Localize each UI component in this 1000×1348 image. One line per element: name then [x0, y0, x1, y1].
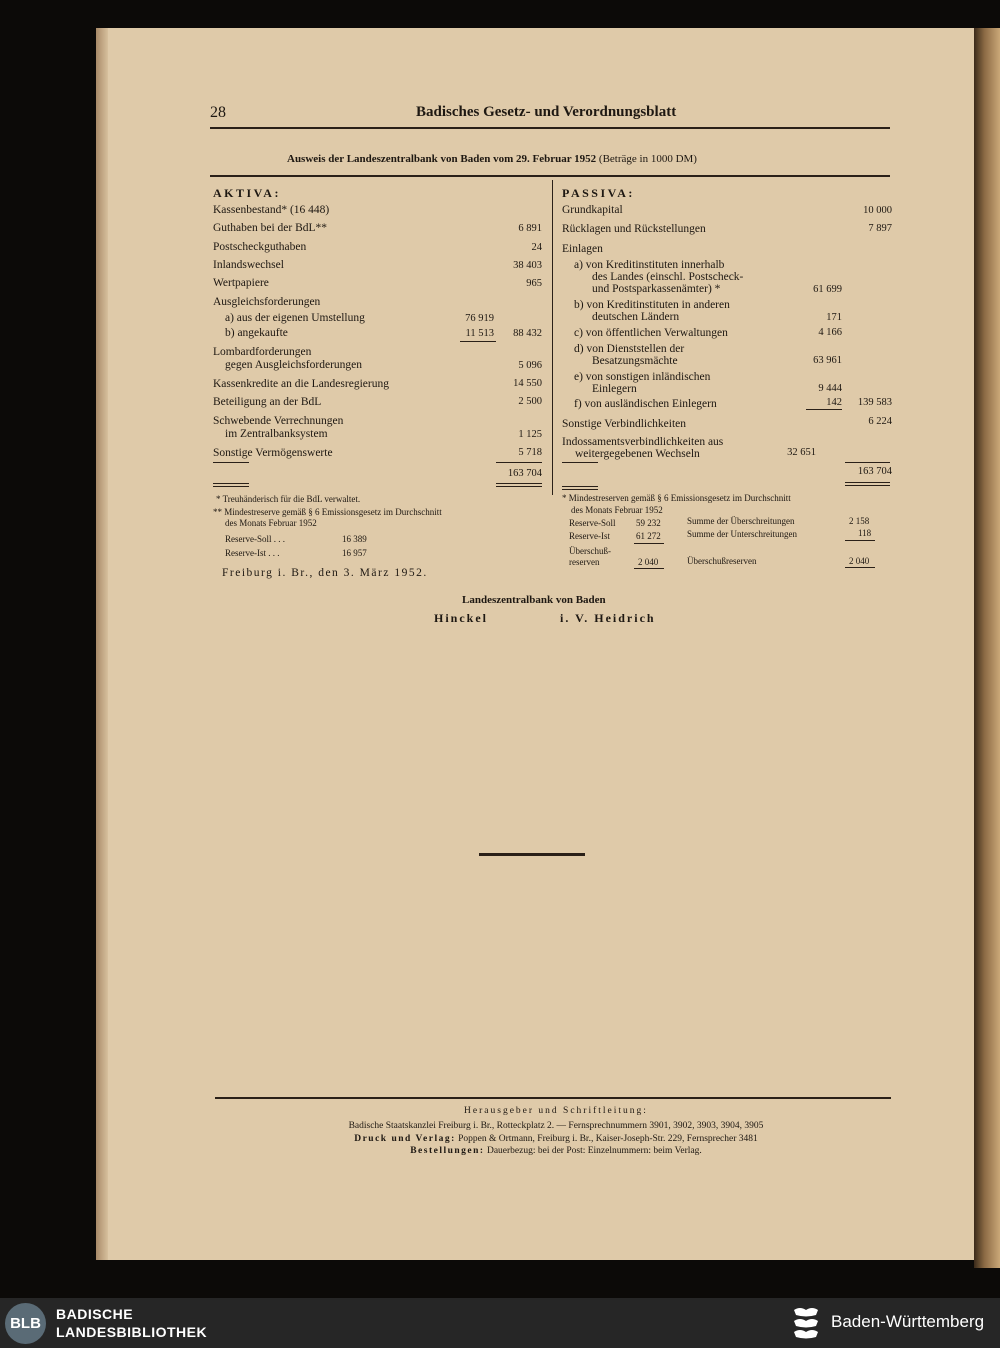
- passiva-total: 163 704: [857, 466, 892, 477]
- passiva-title: PASSIVA:: [562, 186, 635, 200]
- einlagen-total: 139 583: [857, 397, 892, 408]
- aktiva-total: 163 704: [507, 468, 542, 479]
- passiva-footnote-2: des Monats Februar 1952: [571, 505, 663, 515]
- passiva-ist-rule: [634, 543, 664, 544]
- book-edge: [974, 28, 1000, 1268]
- passiva-ueber-label-1: Überschuß-: [569, 546, 611, 556]
- einlage-c-line1: c) von öffentlichen Verwaltungen: [574, 327, 728, 339]
- aktiva-item-inlandswechsel: Inlandswechsel: [213, 259, 284, 271]
- statement-title: [287, 153, 697, 165]
- statement-title-units: (Beträge in 1000 DM): [598, 153, 697, 165]
- aktiva-item-ausgleich: Ausgleichsforderungen: [213, 296, 321, 308]
- aktiva-footnote-2: ** Mindestreserve gemäß § 6 Emissionsgesetz im Durchschnitt: [213, 507, 442, 517]
- passiva-reserve-soll-label: Reserve-Soll: [569, 518, 616, 528]
- state-name[interactable]: Baden-Württemberg: [831, 1312, 985, 1331]
- aktiva-value-schwebende: 1 125: [518, 429, 542, 440]
- passiva-reserve-soll-value: 59 232: [636, 518, 661, 528]
- passiva-left-rule: [562, 462, 598, 463]
- column-divider: [552, 180, 553, 495]
- imprint-line-2: [206, 1134, 906, 1144]
- imprint-line-3: [206, 1146, 906, 1156]
- passiva-left-dbl-2: [562, 489, 598, 490]
- einlage-b-line2: deutschen Ländern: [592, 311, 680, 323]
- einlage-a-line2: des Landes (einschl. Postscheck-: [592, 271, 744, 283]
- passiva-left-dbl-1: [562, 486, 598, 487]
- imprint-line-2-label: Druck und Verlag:: [354, 1134, 456, 1144]
- aktiva-item-ausgleich-b: b) angekaufte: [225, 327, 288, 339]
- passiva-summe-ueber-value: 2 158: [849, 516, 870, 526]
- aktiva-left-dbl-1: [213, 483, 249, 484]
- library-name-line1: BADISCHE: [56, 1306, 134, 1322]
- passiva-footnote-1: * Mindestreserven gemäß § 6 Emissionsgesetz im Durchschnitt: [562, 493, 791, 503]
- imprint-rule: [215, 1097, 891, 1099]
- einlage-a-line3: und Postsparkassenämter) *: [592, 283, 721, 295]
- aktiva-value-lombard: 5 096: [518, 360, 542, 371]
- aktiva-total-dbl-1: [496, 483, 542, 484]
- passiva-value-sonstige: 6 224: [868, 416, 892, 427]
- aktiva-item-lombard: Lombardforderungen: [213, 346, 312, 358]
- aktiva-reserve-ist-value: 16 957: [342, 548, 367, 558]
- einlage-d-line1: d) von Dienststellen der: [574, 343, 685, 355]
- passiva-ueber-rule-2: [845, 567, 875, 568]
- aktiva-reserve-ist-label: Reserve-Ist . . .: [225, 548, 280, 558]
- viewer-footer-bar: [0, 1298, 1000, 1348]
- signature-bank: Landeszentralbank von Baden: [462, 594, 606, 606]
- passiva-value-indossament: 32 651: [787, 447, 816, 458]
- einlage-b-line1: b) von Kreditinstituten in anderen: [574, 299, 730, 311]
- einlagen-subtotal-rule: [806, 409, 842, 410]
- aktiva-total-dbl-2: [496, 486, 542, 487]
- header-rule: [210, 127, 890, 129]
- statement-title-main: Ausweis der Landeszentralbank von Baden vom 29. Februar 1952: [287, 153, 597, 165]
- aktiva-value-beteiligung: 2 500: [518, 396, 542, 407]
- passiva-value-grundkapital: 10 000: [863, 205, 892, 216]
- imprint-line-2-text: Poppen & Ortmann, Freiburg i. Br., Kaiser-Joseph-Str. 229, Fernsprecher 3481: [458, 1134, 758, 1144]
- passiva-item-ruecklagen: Rücklagen und Rückstellungen: [562, 223, 706, 235]
- aktiva-reserve-soll-value: 16 389: [342, 534, 367, 544]
- aktiva-item-beteiligung: Beteiligung an der BdL: [213, 396, 322, 408]
- passiva-item-einlagen: Einlagen: [562, 243, 603, 255]
- aktiva-value-sonstige: 5 718: [518, 447, 542, 458]
- passiva-summe-ueber-label: Summe der Überschreitungen: [687, 516, 795, 526]
- signature-name-left: Hinckel: [434, 611, 489, 625]
- passiva-summe-unter-value: 118: [858, 528, 872, 538]
- aktiva-reserve-soll-label: Reserve-Soll . . .: [225, 534, 285, 544]
- imprint-title: Herausgeber und Schriftleitung:: [464, 1106, 648, 1116]
- einlage-d-line2: Besatzungsmächte: [592, 355, 678, 367]
- passiva-total-dbl-1: [845, 482, 890, 483]
- passiva-value-ruecklagen: 7 897: [868, 223, 892, 234]
- aktiva-item-ausgleich-a: a) aus der eigenen Umstellung: [225, 312, 365, 324]
- aktiva-value-wertpapiere: 965: [526, 278, 542, 289]
- aktiva-sub-ausgleich-b: 11 513: [465, 328, 494, 339]
- passiva-summe-unter-label: Summe der Unterschreitungen: [687, 529, 797, 539]
- passiva-ueberschuss-value: 2 040: [849, 556, 870, 566]
- page-number: 28: [210, 104, 226, 121]
- aktiva-value-ausgleich: 88 432: [513, 328, 542, 339]
- passiva-ueber-label-2: reserven: [569, 557, 600, 567]
- einlage-e-value: 9 444: [818, 383, 842, 394]
- passiva-unter-rule: [845, 540, 875, 541]
- statement-top-rule: [210, 175, 890, 177]
- aktiva-subtotal-rule: [460, 341, 496, 342]
- aktiva-footnote-3: des Monats Februar 1952: [225, 518, 317, 528]
- passiva-item-indossament-1: Indossamentsverbindlichkeiten aus: [562, 436, 724, 448]
- aktiva-item-wertpapiere: Wertpapiere: [213, 277, 269, 289]
- einlage-a-line1: a) von Kreditinstituten innerhalb: [574, 259, 725, 271]
- place-date: Freiburg i. Br., den 3. März 1952.: [222, 567, 428, 579]
- einlage-c-value: 4 166: [818, 327, 842, 338]
- passiva-ueber-rule-1: [634, 568, 664, 569]
- library-name-line2: LANDESBIBLIOTHEK: [56, 1324, 208, 1340]
- aktiva-item-postscheck: Postscheckguthaben: [213, 241, 307, 253]
- passiva-ueberschuss-label: Überschußreserven: [687, 556, 757, 566]
- aktiva-item-kassenbestand: Kassenbestand* (16 448): [213, 204, 330, 216]
- imprint-line-3-text: Dauerbezug: bei der Post: Einzelnummern: beim Verlag.: [486, 1146, 702, 1156]
- imprint-line-3-label: Bestellungen:: [410, 1146, 485, 1156]
- einlage-f-value: 142: [826, 397, 842, 408]
- passiva-item-sonstige: Sonstige Verbindlichkeiten: [562, 418, 687, 430]
- aktiva-title: AKTIVA:: [213, 186, 281, 200]
- passiva-ueber-value: 2 040: [638, 557, 659, 567]
- signature-name-right: i. V. Heidrich: [560, 611, 656, 625]
- einlage-d-value: 63 961: [813, 355, 842, 366]
- passiva-reserve-ist-value: 61 272: [636, 531, 661, 541]
- aktiva-value-inlandswechsel: 38 403: [513, 260, 542, 271]
- aktiva-sub-ausgleich-a: 76 919: [465, 313, 494, 324]
- aktiva-item-sonstige: Sonstige Vermögenswerte: [213, 447, 333, 459]
- blb-logo[interactable]: BLB: [5, 1303, 46, 1344]
- passiva-total-top-rule: [845, 462, 890, 463]
- einlage-b-value: 171: [826, 312, 842, 323]
- einlage-e-line1: e) von sonstigen inländischen: [574, 371, 711, 383]
- aktiva-footnote-1: * Treuhänderisch für die BdL verwaltet.: [216, 494, 361, 504]
- aktiva-value-kassenkredite: 14 550: [513, 378, 542, 389]
- passiva-reserve-ist-label: Reserve-Ist: [569, 531, 610, 541]
- aktiva-item-lombard-2: gegen Ausgleichsforderungen: [225, 359, 363, 371]
- einlage-a-value: 61 699: [813, 284, 842, 295]
- aktiva-left-dbl-2: [213, 486, 249, 487]
- aktiva-item-guthaben: Guthaben bei der BdL**: [213, 222, 328, 234]
- end-rule: [479, 853, 585, 856]
- aktiva-left-rule: [213, 462, 249, 463]
- aktiva-value-postscheck: 24: [531, 242, 542, 253]
- aktiva-total-top-rule: [496, 462, 542, 463]
- aktiva-item-kassenkredite: Kassenkredite an die Landesregierung: [213, 378, 389, 390]
- passiva-total-dbl-2: [845, 485, 890, 486]
- passiva-item-indossament-2: weitergegebenen Wechseln: [575, 448, 700, 460]
- aktiva-value-guthaben: 6 891: [518, 223, 542, 234]
- aktiva-item-schwebende-2: im Zentralbanksystem: [225, 428, 328, 440]
- einlage-f-line1: f) von ausländischen Einlegern: [574, 398, 717, 410]
- publication-title: Badisches Gesetz- und Verordnungsblatt: [416, 104, 677, 120]
- passiva-item-grundkapital: Grundkapital: [562, 204, 623, 216]
- aktiva-item-schwebende: Schwebende Verrechnungen: [213, 415, 344, 427]
- lions-crest-icon: [790, 1304, 822, 1342]
- einlage-e-line2: Einlegern: [592, 383, 637, 395]
- imprint-line-1: Badische Staatskanzlei Freiburg i. Br., Rotteckplatz 2. — Fernsprechnummern 3901, 3902, 3903, 3904, 3905: [348, 1121, 764, 1131]
